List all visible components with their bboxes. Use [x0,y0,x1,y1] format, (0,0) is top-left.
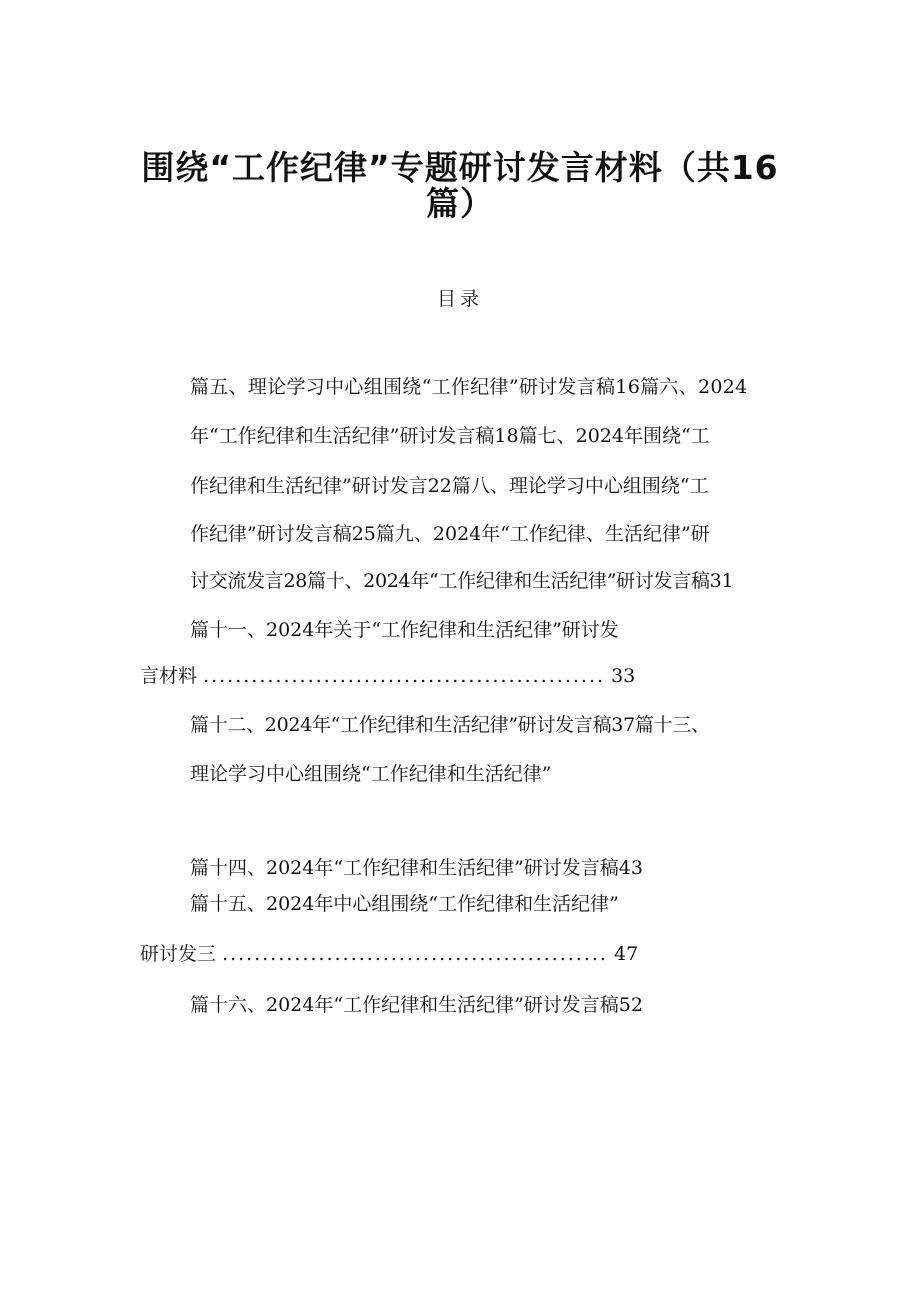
document-title-line-1: 围绕“工作纪律”专题研讨发言材料（共16 [141,148,779,187]
toc-line: 作纪律”研讨发言稿25篇九、2024年“工作纪律、生活纪律”研 [190,523,710,545]
toc-entry-text: 言材料 [140,665,198,687]
toc-entry-with-leader [140,942,638,966]
toc-line: 篇十五、2024年中心组围绕“工作纪律和生活纪律” [190,893,619,915]
dot-leader: .................................................. [203,665,606,687]
toc-line: 篇十二、2024年“工作纪律和生活纪律”研讨发言稿37篇十三、 [190,714,710,736]
toc-line: 篇五、理论学习中心组围绕“工作纪律”研讨发言稿16篇六、2024 [190,376,748,398]
toc-line: 篇十四、2024年“工作纪律和生活纪律”研讨发言稿43 [190,857,643,879]
toc-entry-text: 研讨发三 [140,943,217,965]
toc-heading: 目录 [436,288,483,310]
page-number: 47 [614,943,639,965]
page-number: 33 [611,665,636,687]
toc-line: 年“工作纪律和生活纪律”研讨发言稿18篇七、2024年围绕“工 [190,425,710,447]
document-title-line-2: 篇） [426,184,494,223]
toc-line: 篇十一、2024年关于“工作纪律和生活纪律”研讨发 [190,619,619,641]
toc-entry-with-leader [140,664,635,688]
toc-line: 理论学习中心组围绕“工作纪律和生活纪律” [190,763,552,785]
toc-line: 篇十六、2024年“工作纪律和生活纪律”研讨发言稿52 [190,994,643,1016]
toc-line: 讨交流发言28篇十、2024年“工作纪律和生活纪律”研讨发言稿31 [190,570,734,592]
dot-leader: ................................................ [222,943,608,965]
toc-line: 作纪律和生活纪律”研讨发言22篇八、理论学习中心组围绕“工 [190,475,709,497]
